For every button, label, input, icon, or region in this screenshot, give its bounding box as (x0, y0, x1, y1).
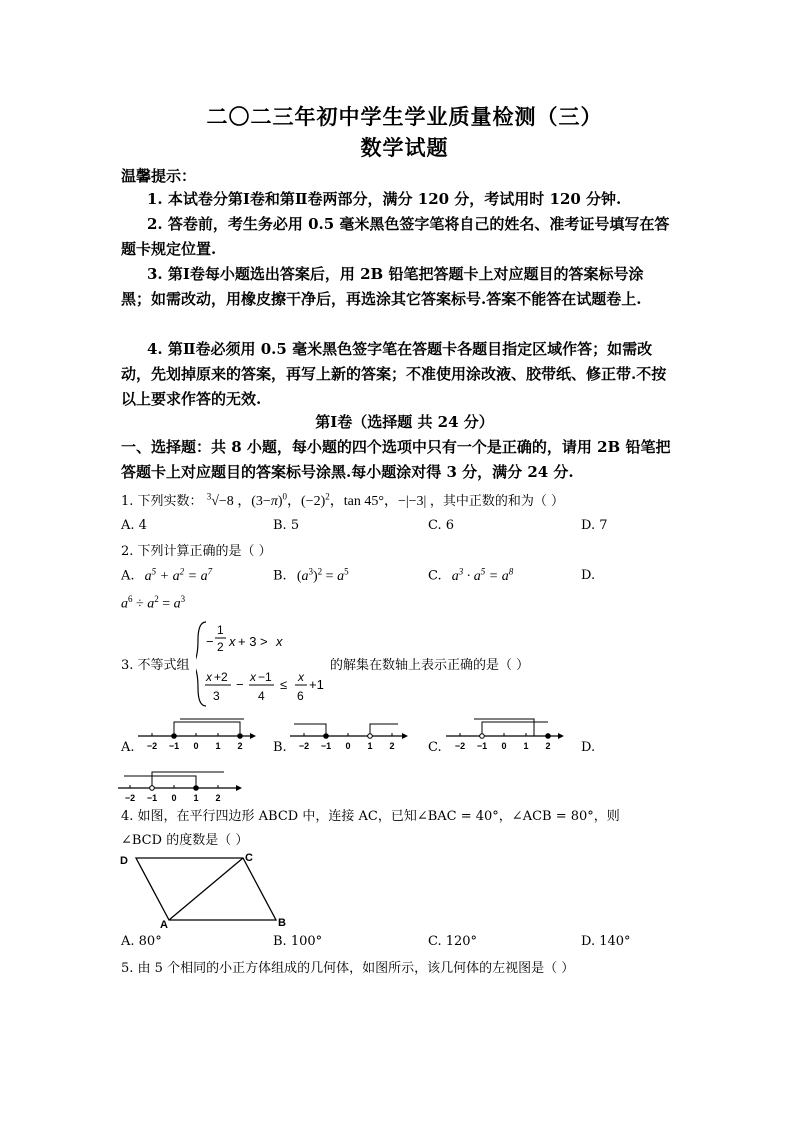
q1-option-c: C. 6 (428, 518, 455, 533)
tick-label: 1 (215, 741, 221, 751)
section-title: 第Ⅰ卷（选择题 共 24 分） (315, 413, 494, 431)
svg-text:3: 3 (213, 689, 220, 703)
tick-label: −1 (476, 741, 488, 751)
tick-label: 1 (193, 793, 199, 803)
q4-option-a: A. 80° (121, 934, 162, 949)
tip-item-1: 1. 本试卷分第Ⅰ卷和第Ⅱ卷两部分，满分 120 分，考试用时 120 分钟. (147, 190, 622, 208)
q2-stem: 2. 下列计算正确的是（ ） (121, 544, 272, 559)
q3-option-a: A. (121, 740, 135, 755)
q4-stem-line1: 4. 如图，在平行四边形 ABCD 中，连接 AC，已知∠BAC = 40°，∠ACB = 80°，则 (121, 809, 620, 824)
tick-label: −2 (454, 741, 466, 751)
svg-text:x: x (276, 634, 283, 649)
svg-text:+1: +1 (309, 677, 324, 692)
tick-label: 0 (345, 741, 351, 751)
endpoint-dot (150, 786, 155, 791)
svg-text:+ 3 >: + 3 > (238, 634, 268, 649)
tip-item-4: 4. 第Ⅱ卷必须用 0.5 毫米黑色签字笔在答题卡各题目指定区域作答；如需改动，先划掉原来的答案，再写上新的答案；不准使用涂改液、胶带纸、修正带.不按以上要求作答的无效. (121, 340, 667, 408)
tick-label: 1 (523, 741, 529, 751)
diagonal-ac (169, 858, 243, 920)
tick-label: −2 (298, 741, 310, 751)
q4-option-b: B. 100° (273, 934, 323, 949)
tick-label: −2 (124, 793, 136, 803)
endpoint-dot (324, 734, 329, 739)
solution-range (174, 722, 240, 736)
tick-label: −2 (146, 741, 158, 751)
tick-label: 2 (389, 741, 395, 751)
tick-label: 0 (501, 741, 507, 751)
svg-text:x: x (298, 670, 304, 684)
q4-stem-line2: ∠BCD 的度数是（ ） (121, 833, 249, 848)
page-subtitle: 数学试题 (360, 135, 449, 160)
tips-heading: 温馨提示： (121, 167, 197, 185)
tick-label: −1 (146, 793, 158, 803)
endpoint-dot (480, 734, 485, 739)
endpoint-dot (238, 734, 243, 739)
q4-option-d: D. 140° (581, 934, 631, 949)
tick-label: 2 (237, 741, 243, 751)
tick-label: 1 (367, 741, 373, 751)
q3-option-d: D. (581, 740, 596, 755)
tip-item-3: 3. 第Ⅰ卷每小题选出答案后，用 2B 铅笔把答题卡上对应题目的答案标号涂黑；如需改动，用橡皮擦干净后，再选涂其它答案标号.答案不能答在试题卷上. (121, 265, 644, 308)
vertex-d-label: D (120, 855, 128, 867)
page-title: 二〇二三年初中学生学业质量检测（三） (206, 104, 603, 129)
endpoint-dot (368, 734, 373, 739)
tick-label: 0 (171, 793, 177, 803)
q3-option-c: C. (428, 740, 442, 755)
solution-range (152, 772, 224, 788)
axis-arrow (250, 733, 256, 739)
svg-text:4: 4 (258, 689, 265, 703)
q2-option-d-expression: $a^6 \div a^2 = a^3$ (121, 594, 186, 612)
q1-expression: $^3$√−8 ，$(3-\pi)^0$，$(-2)^2$，tan 45°，−|−3| (206, 491, 430, 509)
axis-arrow (558, 733, 564, 739)
q2-option-a: A. $a^5 + a^2 = a^7$ (121, 566, 213, 584)
q1-stem (121, 490, 564, 510)
endpoint-dot (172, 734, 177, 739)
endpoint-dot (546, 734, 551, 739)
tick-label: −1 (320, 741, 332, 751)
q1-prefix: 1. 下列实数： (121, 494, 203, 509)
q4-option-c: C. 120° (428, 934, 478, 949)
vertex-a-label: A (160, 919, 168, 930)
q3-numberline-a (138, 710, 258, 754)
q2-option-c: C. $a^3 \cdot a^5 = a^8$ (428, 566, 514, 584)
section-instruction: 一、选择题：共 8 小题，每小题的四个选项中只有一个是正确的，请用 2B 铅笔把答题卡上对应题目的答案标号涂黑.每小题涂对得 3 分，满分 24 分. (121, 438, 671, 481)
tick-label: −1 (168, 741, 180, 751)
q5-stem: 5. 由 5 个相同的小正方体组成的几何体，如图所示，该几何体的左视图是（ ） (121, 961, 575, 976)
q3-numberline-c (446, 710, 566, 754)
q1-option-d: D. 7 (581, 518, 608, 533)
vertex-b-label: B (278, 917, 286, 929)
svg-text:6: 6 (297, 689, 304, 703)
tick-label: 0 (193, 741, 199, 751)
svg-text:x: x (250, 670, 256, 684)
q1-suffix: ，其中正数的和为（ ） (429, 494, 564, 509)
tip-item-2: 2. 答卷前，考生务必用 0.5 毫米黑色签字笔将自己的姓名、准考证号填写在答题卡规定位置. (121, 215, 670, 258)
axis-arrow (236, 785, 242, 791)
q3-suffix: 的解集在数轴上表示正确的是（ ） (330, 658, 530, 673)
q1-option-b: B. 5 (273, 518, 300, 533)
q3-inequality-system (196, 618, 336, 710)
solution-range-right (370, 724, 398, 736)
svg-text:−1: −1 (258, 670, 272, 684)
svg-text:1: 1 (217, 623, 224, 637)
solution-range-left (294, 724, 326, 736)
vertex-c-label: C (245, 852, 253, 864)
q1-option-a: A. 4 (121, 518, 147, 533)
svg-text:−: − (206, 634, 214, 649)
q3-numberline-d (118, 762, 244, 806)
q4-parallelogram-figure (114, 848, 300, 930)
q3-prefix: 3. 不等式组 (121, 658, 190, 673)
q3-numberline-b (290, 710, 410, 754)
axis-arrow (402, 733, 408, 739)
tick-label: 2 (545, 741, 551, 751)
q2-option-b: B. $(a^3)^2 = a^5$ (273, 566, 349, 584)
svg-text:x: x (206, 670, 212, 684)
svg-text:+2: +2 (214, 670, 228, 684)
solution-range (482, 722, 548, 736)
svg-text:x: x (229, 634, 236, 649)
q2-option-d: D. (581, 568, 596, 583)
endpoint-dot (194, 786, 199, 791)
svg-text:2: 2 (217, 640, 224, 654)
q3-option-b: B. (273, 740, 287, 755)
svg-text:−: − (236, 677, 244, 692)
tick-label: 2 (215, 793, 221, 803)
solution-range (124, 776, 196, 788)
svg-text:≤: ≤ (280, 677, 288, 692)
